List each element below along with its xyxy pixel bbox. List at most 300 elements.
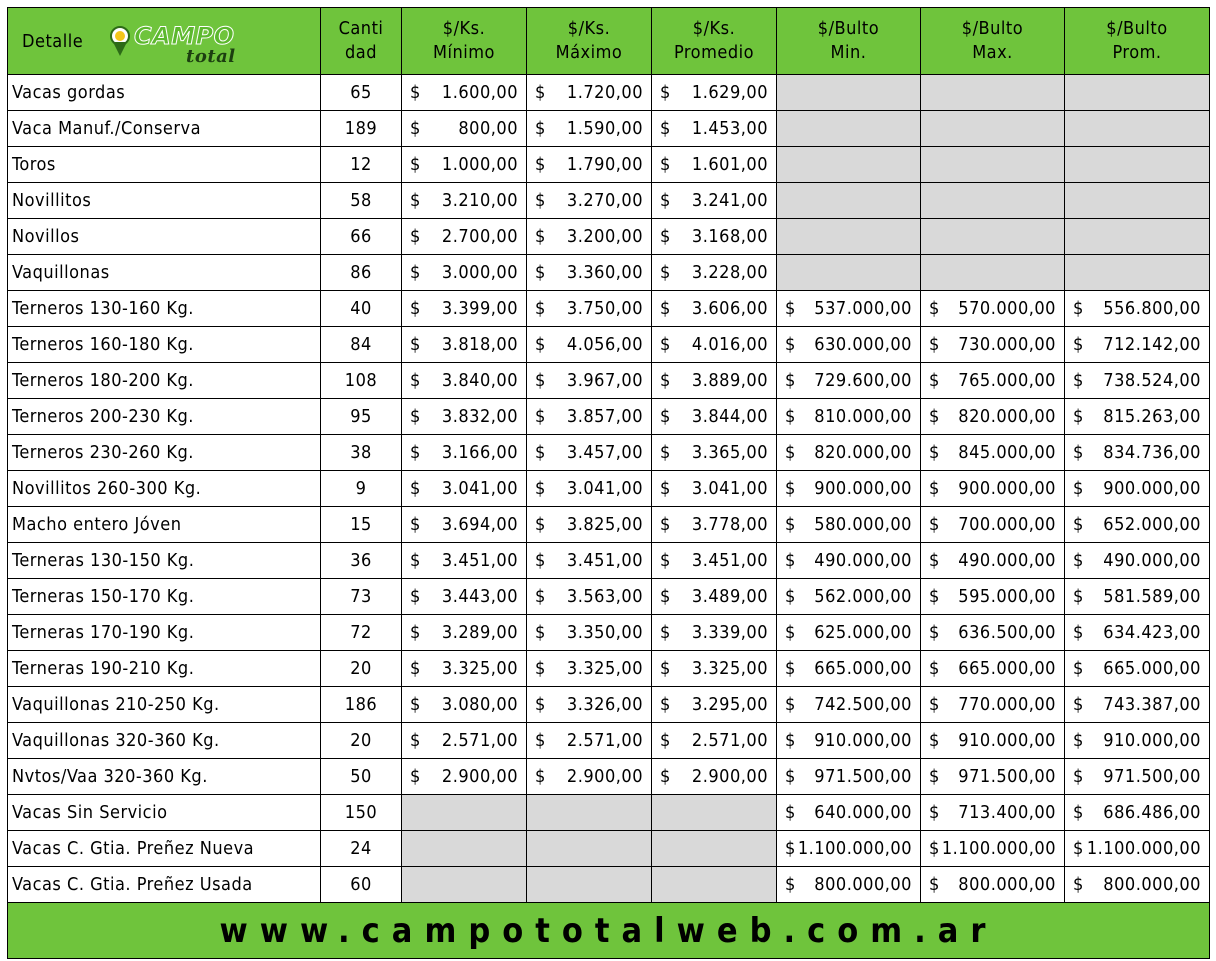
currency-symbol: $ [535, 262, 546, 283]
header-kg-max: $/Ks. Máximo [527, 8, 652, 75]
row-detalle: Terneras 130-150 Kg. [8, 543, 321, 579]
currency-symbol: $ [1073, 802, 1084, 823]
price-cell-bprom [1065, 363, 1210, 399]
currency-symbol: $ [929, 802, 940, 823]
currency-symbol: $ [660, 478, 671, 499]
price-value: 729.600,00 [814, 370, 912, 391]
price-value: 3.844,00 [691, 406, 768, 427]
price-value: 665.000,00 [1103, 658, 1201, 679]
currency-symbol: $ [535, 118, 546, 139]
price-value: 556.800,00 [1103, 298, 1201, 319]
header-bulto-prom: $/Bulto Prom. [1065, 8, 1210, 75]
table-row [8, 183, 1210, 219]
price-value: 738.524,00 [1103, 370, 1201, 391]
price-value: 3.818,00 [441, 334, 518, 355]
price-cell-kprom [652, 255, 777, 291]
row-detalle: Novillos [8, 219, 321, 255]
row-cantidad: 58 [321, 183, 402, 219]
currency-symbol: $ [1073, 298, 1084, 319]
empty-cell-bprom [1065, 255, 1210, 291]
currency-symbol: $ [535, 442, 546, 463]
row-cantidad: 60 [321, 867, 402, 903]
currency-symbol: $ [785, 478, 796, 499]
price-cell-bprom [1065, 687, 1210, 723]
price-value: 3.694,00 [441, 514, 518, 535]
price-value: 713.400,00 [958, 802, 1056, 823]
currency-symbol: $ [785, 658, 796, 679]
price-value: 3.325,00 [441, 658, 518, 679]
empty-cell-bprom [1065, 75, 1210, 111]
table-row [8, 651, 1210, 687]
price-value: 810.000,00 [814, 406, 912, 427]
price-cell-bmin [777, 435, 921, 471]
price-value: 1.790,00 [566, 154, 643, 175]
price-value: 2.900,00 [691, 766, 768, 787]
price-cell-bmin [777, 543, 921, 579]
price-value: 595.000,00 [958, 586, 1056, 607]
price-cell-kprom [652, 291, 777, 327]
price-value: 770.000,00 [958, 694, 1056, 715]
price-cell-bmax [921, 291, 1065, 327]
table-row [8, 327, 1210, 363]
currency-symbol: $ [410, 334, 421, 355]
price-cell-kmax [527, 219, 652, 255]
price-cell-kprom [652, 111, 777, 147]
currency-symbol: $ [660, 514, 671, 535]
header-detalle [8, 8, 321, 75]
empty-cell-bmax [921, 219, 1065, 255]
header-kg-min: $/Ks. Mínimo [402, 8, 527, 75]
price-value: 2.571,00 [441, 730, 518, 751]
table-row [8, 615, 1210, 651]
table-row [8, 471, 1210, 507]
row-detalle: Terneras 150-170 Kg. [8, 579, 321, 615]
currency-symbol: $ [785, 550, 796, 571]
price-cell-bmax [921, 507, 1065, 543]
price-value: 1.601,00 [691, 154, 768, 175]
table-row [8, 543, 1210, 579]
price-cell-bprom [1065, 399, 1210, 435]
row-cantidad: 40 [321, 291, 402, 327]
price-cell-bmax [921, 399, 1065, 435]
price-value: 820.000,00 [958, 406, 1056, 427]
header-row [8, 8, 1210, 75]
header-cantidad: Canti dad [321, 8, 402, 75]
price-value: 640.000,00 [814, 802, 912, 823]
currency-symbol: $ [660, 730, 671, 751]
currency-symbol: $ [1073, 874, 1084, 895]
currency-symbol: $ [535, 514, 546, 535]
currency-symbol: $ [660, 766, 671, 787]
price-cell-bmax [921, 327, 1065, 363]
row-cantidad: 108 [321, 363, 402, 399]
currency-symbol: $ [410, 586, 421, 607]
price-value: 3.443,00 [441, 586, 518, 607]
price-cell-kmax [527, 147, 652, 183]
currency-symbol: $ [660, 82, 671, 103]
empty-cell-kmin [402, 867, 527, 903]
price-cell-bmax [921, 363, 1065, 399]
price-value: 3.750,00 [566, 298, 643, 319]
table-row [8, 399, 1210, 435]
currency-symbol: $ [929, 514, 940, 535]
price-cell-kmax [527, 255, 652, 291]
price-value: 820.000,00 [814, 442, 912, 463]
empty-cell-kprom [652, 795, 777, 831]
price-value: 3.200,00 [566, 226, 643, 247]
currency-symbol: $ [929, 694, 940, 715]
price-cell-kmax [527, 579, 652, 615]
price-value: 3.210,00 [441, 190, 518, 211]
price-value: 700.000,00 [958, 514, 1056, 535]
price-value: 900.000,00 [958, 478, 1056, 499]
price-value: 3.857,00 [566, 406, 643, 427]
price-cell-kmin [402, 435, 527, 471]
price-value: 3.080,00 [441, 694, 518, 715]
row-cantidad: 20 [321, 651, 402, 687]
price-sheet [7, 7, 1209, 959]
header-bulto-min: $/Bulto Min. [777, 8, 921, 75]
price-cell-kprom [652, 687, 777, 723]
row-detalle: Vaquillonas 210-250 Kg. [8, 687, 321, 723]
currency-symbol: $ [660, 334, 671, 355]
row-detalle: Terneros 180-200 Kg. [8, 363, 321, 399]
empty-cell-kprom [652, 831, 777, 867]
price-cell-kmin [402, 183, 527, 219]
price-cell-kmax [527, 75, 652, 111]
row-detalle: Macho entero Jóven [8, 507, 321, 543]
price-cell-bmin [777, 651, 921, 687]
price-cell-bmin [777, 615, 921, 651]
price-cell-bmin [777, 291, 921, 327]
price-cell-bmin [777, 723, 921, 759]
empty-cell-bmax [921, 183, 1065, 219]
currency-symbol: $ [1073, 658, 1084, 679]
currency-symbol: $ [660, 190, 671, 211]
row-cantidad: 38 [321, 435, 402, 471]
empty-cell-bmin [777, 219, 921, 255]
price-cell-kmax [527, 111, 652, 147]
price-value: 636.500,00 [958, 622, 1056, 643]
empty-cell-kprom [652, 867, 777, 903]
price-value: 3.563,00 [566, 586, 643, 607]
price-cell-bmin [777, 867, 921, 903]
price-value: 1.590,00 [566, 118, 643, 139]
price-cell-bprom [1065, 615, 1210, 651]
price-cell-kmin [402, 687, 527, 723]
price-value: 1.600,00 [441, 82, 518, 103]
price-cell-kmin [402, 723, 527, 759]
price-value: 630.000,00 [814, 334, 912, 355]
price-value: 2.571,00 [566, 730, 643, 751]
price-value: 765.000,00 [958, 370, 1056, 391]
currency-symbol: $ [660, 442, 671, 463]
price-value: 712.142,00 [1103, 334, 1201, 355]
row-detalle: Vaca Manuf./Conserva [8, 111, 321, 147]
price-value: 3.241,00 [691, 190, 768, 211]
price-value: 743.387,00 [1103, 694, 1201, 715]
price-value: 834.736,00 [1103, 442, 1201, 463]
price-cell-bmin [777, 687, 921, 723]
currency-symbol: $ [929, 334, 940, 355]
price-value: 3.000,00 [441, 262, 518, 283]
row-cantidad: 36 [321, 543, 402, 579]
price-value: 3.451,00 [691, 550, 768, 571]
currency-symbol: $ [1073, 694, 1084, 715]
price-cell-kprom [652, 435, 777, 471]
price-value: 537.000,00 [814, 298, 912, 319]
row-cantidad: 86 [321, 255, 402, 291]
row-detalle: Novillitos 260-300 Kg. [8, 471, 321, 507]
currency-symbol: $ [535, 694, 546, 715]
currency-symbol: $ [1073, 478, 1084, 499]
currency-symbol: $ [1073, 550, 1084, 571]
price-value: 580.000,00 [814, 514, 912, 535]
empty-cell-kmin [402, 795, 527, 831]
empty-cell-bprom [1065, 183, 1210, 219]
price-value: 3.041,00 [691, 478, 768, 499]
price-cell-kmin [402, 579, 527, 615]
currency-symbol: $ [785, 838, 796, 859]
currency-symbol: $ [410, 226, 421, 247]
price-cell-bmin [777, 399, 921, 435]
price-value: 845.000,00 [958, 442, 1056, 463]
currency-symbol: $ [1073, 766, 1084, 787]
row-cantidad: 189 [321, 111, 402, 147]
price-value: 3.778,00 [691, 514, 768, 535]
price-value: 3.270,00 [566, 190, 643, 211]
row-detalle: Vaquillonas 320-360 Kg. [8, 723, 321, 759]
row-cantidad: 66 [321, 219, 402, 255]
price-value: 971.500,00 [958, 766, 1056, 787]
currency-symbol: $ [1073, 442, 1084, 463]
price-cell-kmin [402, 327, 527, 363]
currency-symbol: $ [1073, 838, 1084, 859]
table-row [8, 363, 1210, 399]
price-value: 490.000,00 [814, 550, 912, 571]
price-cell-bprom [1065, 867, 1210, 903]
row-cantidad: 65 [321, 75, 402, 111]
price-value: 3.326,00 [566, 694, 643, 715]
price-cell-bprom [1065, 723, 1210, 759]
price-cell-kmin [402, 615, 527, 651]
price-value: 562.000,00 [814, 586, 912, 607]
currency-symbol: $ [785, 874, 796, 895]
price-cell-bmax [921, 579, 1065, 615]
currency-symbol: $ [929, 622, 940, 643]
price-cell-kmin [402, 651, 527, 687]
empty-cell-bmin [777, 111, 921, 147]
row-detalle: Terneros 160-180 Kg. [8, 327, 321, 363]
price-value: 910.000,00 [814, 730, 912, 751]
price-cell-kmax [527, 543, 652, 579]
empty-cell-bprom [1065, 147, 1210, 183]
price-value: 3.325,00 [691, 658, 768, 679]
currency-symbol: $ [535, 550, 546, 571]
price-value: 910.000,00 [1103, 730, 1201, 751]
currency-symbol: $ [785, 730, 796, 751]
price-cell-kmin [402, 111, 527, 147]
price-value: 3.166,00 [441, 442, 518, 463]
price-cell-bmin [777, 471, 921, 507]
currency-symbol: $ [535, 190, 546, 211]
currency-symbol: $ [660, 586, 671, 607]
table-body [8, 75, 1210, 903]
currency-symbol: $ [410, 82, 421, 103]
price-value: 665.000,00 [814, 658, 912, 679]
price-cell-bprom [1065, 327, 1210, 363]
currency-symbol: $ [410, 298, 421, 319]
table-row [8, 219, 1210, 255]
price-cell-kmax [527, 363, 652, 399]
price-value: 3.832,00 [441, 406, 518, 427]
price-cell-kprom [652, 363, 777, 399]
currency-symbol: $ [785, 802, 796, 823]
price-cell-kmax [527, 651, 652, 687]
price-cell-kmax [527, 327, 652, 363]
currency-symbol: $ [660, 694, 671, 715]
table-row [8, 795, 1210, 831]
price-value: 3.339,00 [691, 622, 768, 643]
row-cantidad: 50 [321, 759, 402, 795]
currency-symbol: $ [660, 226, 671, 247]
currency-symbol: $ [410, 478, 421, 499]
price-value: 2.571,00 [691, 730, 768, 751]
empty-cell-bprom [1065, 219, 1210, 255]
currency-symbol: $ [785, 370, 796, 391]
header-bulto-max: $/Bulto Max. [921, 8, 1065, 75]
empty-cell-kmin [402, 831, 527, 867]
price-value: 815.263,00 [1103, 406, 1201, 427]
currency-symbol: $ [410, 262, 421, 283]
price-value: 971.500,00 [814, 766, 912, 787]
price-value: 3.295,00 [691, 694, 768, 715]
price-cell-bmax [921, 687, 1065, 723]
empty-cell-bmax [921, 147, 1065, 183]
row-detalle: Terneras 190-210 Kg. [8, 651, 321, 687]
table-row [8, 579, 1210, 615]
row-detalle: Vacas gordas [8, 75, 321, 111]
table-row [8, 255, 1210, 291]
price-value: 3.840,00 [441, 370, 518, 391]
currency-symbol: $ [535, 730, 546, 751]
currency-symbol: $ [929, 766, 940, 787]
row-cantidad: 150 [321, 795, 402, 831]
price-value: 1.453,00 [691, 118, 768, 139]
price-cell-kmin [402, 471, 527, 507]
currency-symbol: $ [410, 766, 421, 787]
row-detalle: Vacas Sin Servicio [8, 795, 321, 831]
price-cell-bmax [921, 543, 1065, 579]
price-cell-bmin [777, 327, 921, 363]
currency-symbol: $ [535, 766, 546, 787]
price-cell-bprom [1065, 435, 1210, 471]
table-row [8, 687, 1210, 723]
price-cell-kmax [527, 759, 652, 795]
currency-symbol: $ [785, 334, 796, 355]
currency-symbol: $ [410, 622, 421, 643]
empty-cell-bmin [777, 147, 921, 183]
price-cell-bmin [777, 795, 921, 831]
price-cell-kprom [652, 759, 777, 795]
price-cell-kmin [402, 255, 527, 291]
row-cantidad: 186 [321, 687, 402, 723]
row-cantidad: 24 [321, 831, 402, 867]
empty-cell-kmax [527, 867, 652, 903]
table-row [8, 147, 1210, 183]
currency-symbol: $ [929, 730, 940, 751]
row-detalle: Terneros 200-230 Kg. [8, 399, 321, 435]
price-cell-kmin [402, 219, 527, 255]
currency-symbol: $ [929, 406, 940, 427]
price-value: 800.000,00 [1103, 874, 1201, 895]
currency-symbol: $ [410, 694, 421, 715]
price-value: 581.589,00 [1103, 586, 1201, 607]
price-value: 4.016,00 [691, 334, 768, 355]
price-cell-kprom [652, 471, 777, 507]
currency-symbol: $ [1073, 406, 1084, 427]
price-value: 665.000,00 [958, 658, 1056, 679]
price-value: 3.168,00 [691, 226, 768, 247]
currency-symbol: $ [785, 694, 796, 715]
row-detalle: Terneros 130-160 Kg. [8, 291, 321, 327]
currency-symbol: $ [929, 370, 940, 391]
currency-symbol: $ [785, 514, 796, 535]
price-value: 3.365,00 [691, 442, 768, 463]
price-cell-kprom [652, 651, 777, 687]
empty-cell-bprom [1065, 111, 1210, 147]
row-cantidad: 95 [321, 399, 402, 435]
price-cell-bprom [1065, 759, 1210, 795]
price-cell-kmin [402, 363, 527, 399]
currency-symbol: $ [535, 154, 546, 175]
price-value: 3.228,00 [691, 262, 768, 283]
price-value: 1.629,00 [691, 82, 768, 103]
price-value: 570.000,00 [958, 298, 1056, 319]
price-value: 4.056,00 [566, 334, 643, 355]
detalle-label: Detalle [22, 31, 84, 52]
currency-symbol: $ [410, 550, 421, 571]
price-value: 742.500,00 [814, 694, 912, 715]
price-value: 652.000,00 [1103, 514, 1201, 535]
currency-symbol: $ [929, 658, 940, 679]
price-cell-kprom [652, 183, 777, 219]
price-cell-kmin [402, 759, 527, 795]
price-value: 3.289,00 [441, 622, 518, 643]
table-row [8, 723, 1210, 759]
price-cell-bmax [921, 723, 1065, 759]
row-cantidad: 73 [321, 579, 402, 615]
currency-symbol: $ [410, 118, 421, 139]
price-cell-bprom [1065, 831, 1210, 867]
price-cell-kmax [527, 723, 652, 759]
price-cell-kprom [652, 147, 777, 183]
price-cell-bmax [921, 831, 1065, 867]
currency-symbol: $ [535, 658, 546, 679]
price-value: 2.900,00 [566, 766, 643, 787]
price-cell-bmin [777, 363, 921, 399]
currency-symbol: $ [410, 730, 421, 751]
price-cell-kmax [527, 435, 652, 471]
empty-cell-bmin [777, 255, 921, 291]
price-cell-bmax [921, 867, 1065, 903]
table-row [8, 507, 1210, 543]
currency-symbol: $ [410, 514, 421, 535]
row-detalle: Vaquillonas [8, 255, 321, 291]
currency-symbol: $ [410, 370, 421, 391]
currency-symbol: $ [535, 622, 546, 643]
price-value: 490.000,00 [958, 550, 1056, 571]
